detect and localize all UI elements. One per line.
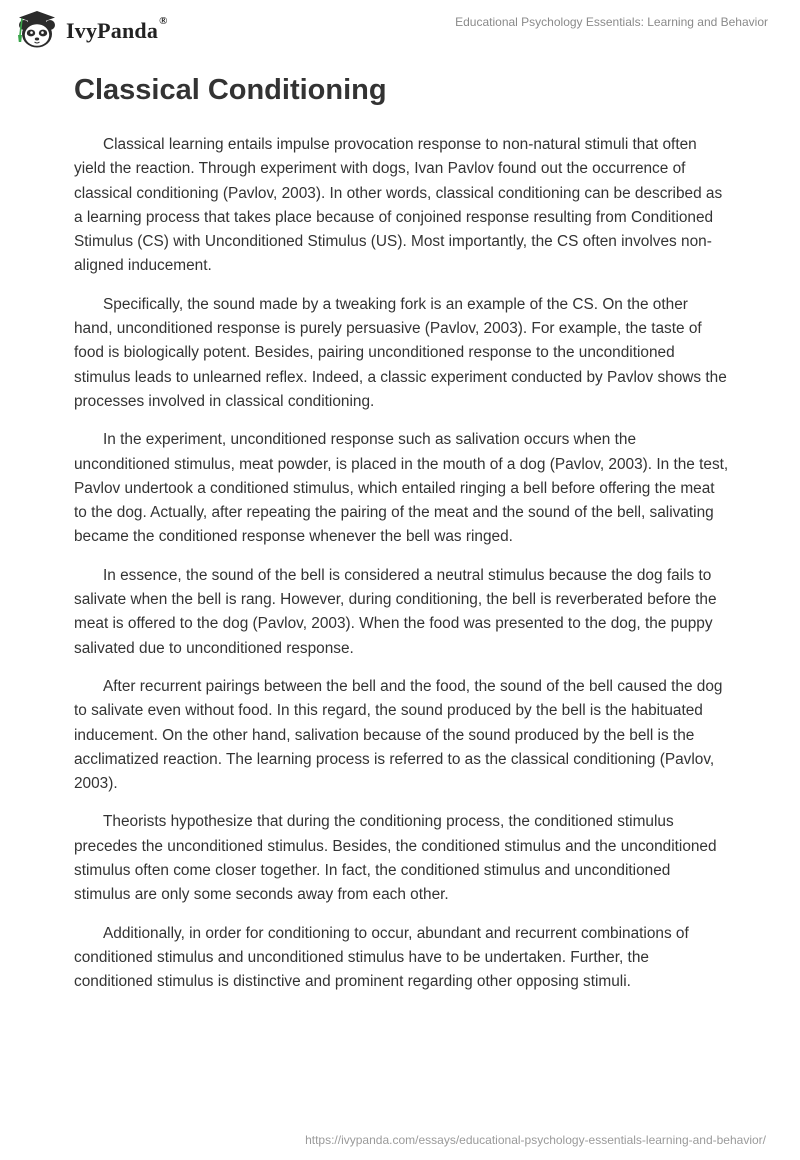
paragraph: In essence, the sound of the bell is considered a neutral stimulus because the dog fails to salivate when the bell is rang. However, during conditioning, the bell is reverberated before the meat is offered to the dog (Pavlov, 2003). When the food was presented to the dog, the puppy salivated due to unconditioned response. [74, 566, 717, 657]
paragraph: Additionally, in order for conditioning to occur, abundant and recurrent combinations of conditioned stimulus and unconditioned stimulus have to be undertaken. Further, the conditioned stimulus is distinctive and prominent regarding other opposing stimuli. [74, 924, 689, 991]
page-header [0, 0, 800, 60]
source-url-link[interactable]: https://ivypanda.com/essays/educational-psychology-essentials-learning-and-behavior/ [305, 1133, 766, 1147]
brand-logo[interactable] [14, 10, 168, 50]
essay-body [74, 133, 730, 1009]
paragraph: After recurrent pairings between the bell and the food, the sound of the bell caused the dog to salivate even without food. In this regard, the sound produced by the bell is the habituated inducement. On the other hand, salivation because of the sound produced by the bell is the acclimatized reaction. The learning process is referred to as the classical conditioning (Pavlov, 2003). [74, 677, 723, 793]
page-title: Classical Conditioning [74, 74, 387, 106]
brand-name: IvyPanda® [66, 15, 168, 43]
paragraph: Classical learning entails impulse provocation response to non-natural stimuli that often yield the reaction. Through experiment with dogs, Ivan Pavlov found out the occurrence of classical conditioning (Pavlov, 2003). In other words, classical conditioning can be described as a learning process that takes place because of conjoined response resulting from Conditioned Stimulus (CS) with Unconditioned Stimulus (US). Most importantly, the CS often involves non-aligned inducement. [74, 136, 723, 275]
running-title: Educational Psychology Essentials: Learning and Behavior [455, 15, 768, 29]
paragraph: Theorists hypothesize that during the conditioning process, the conditioned stimulus precedes the unconditioned stimulus. Besides, the conditioned stimulus and the unconditioned stimulus often come closer together. In fact, the conditioned stimulus and unconditioned stimulus are only some seconds away from each other. [74, 813, 717, 904]
panda-graduation-cap-icon [14, 9, 60, 51]
registered-mark: ® [159, 15, 168, 27]
paragraph: In the experiment, unconditioned response such as salivation occurs when the unconditioned stimulus, meat powder, is placed in the mouth of a dog (Pavlov, 2003). In the test, Pavlov undertook a conditioned stimulus, which entailed ringing a bell before offering the meat to the dog. Actually, after repeating the pairing of the meat and the sound of the bell, salivating became the conditioned response whenever the bell was ringed. [74, 431, 729, 546]
paragraph: Specifically, the sound made by a tweaking fork is an example of the CS. On the other hand, unconditioned response is purely persuasive (Pavlov, 2003). For example, the taste of food is biologically potent. Besides, pairing unconditioned response to the unconditioned stimulus leads to unlearned reflex. Indeed, a classic experiment conducted by Pavlov shows the processes involved in classical conditioning. [74, 295, 727, 410]
